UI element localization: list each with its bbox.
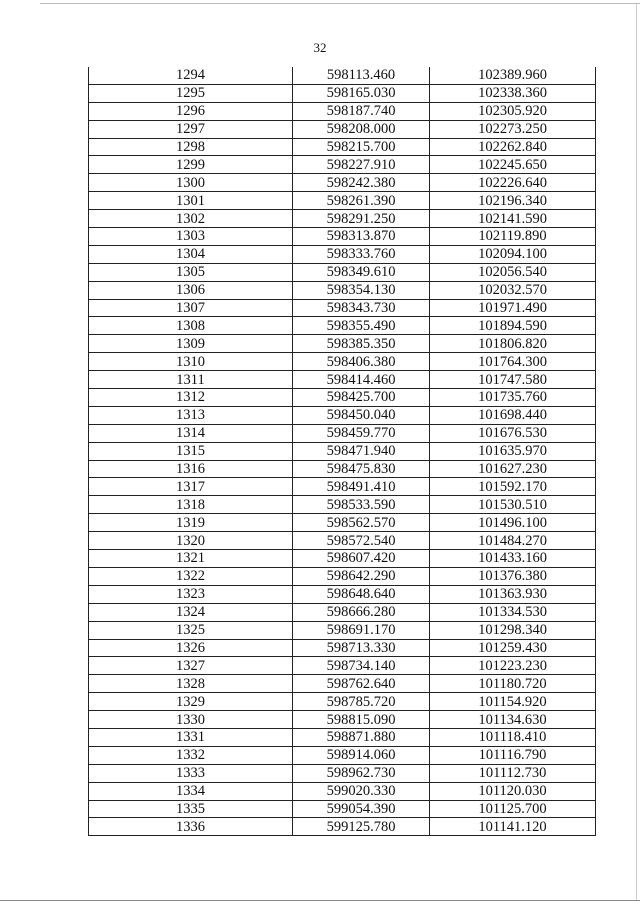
point-number-cell: 1310 — [89, 353, 293, 371]
y-coordinate-cell: 102273.250 — [430, 120, 596, 138]
point-number-cell: 1330 — [89, 711, 293, 729]
y-coordinate-cell: 101116.790 — [430, 746, 596, 764]
table-row — [89, 210, 596, 228]
scan-edge-right — [636, 4, 637, 900]
table-row — [89, 693, 596, 711]
table-row — [89, 371, 596, 389]
table-row — [89, 800, 596, 818]
y-coordinate-cell: 101125.700 — [430, 800, 596, 818]
y-coordinate-cell: 101259.430 — [430, 639, 596, 657]
y-coordinate-cell: 101134.630 — [430, 711, 596, 729]
x-coordinate-cell: 598762.640 — [293, 675, 430, 693]
x-coordinate-cell: 598648.640 — [293, 585, 430, 603]
y-coordinate-cell: 101698.440 — [430, 406, 596, 424]
y-coordinate-cell: 102032.570 — [430, 281, 596, 299]
point-number-cell: 1303 — [89, 228, 293, 246]
x-coordinate-cell: 598572.540 — [293, 532, 430, 550]
y-coordinate-cell: 102141.590 — [430, 210, 596, 228]
coordinates-table — [88, 67, 596, 836]
point-number-cell: 1327 — [89, 657, 293, 675]
point-number-cell: 1325 — [89, 621, 293, 639]
x-coordinate-cell: 598385.350 — [293, 335, 430, 353]
table-row — [89, 621, 596, 639]
table-row — [89, 84, 596, 102]
table-row — [89, 585, 596, 603]
x-coordinate-cell: 598475.830 — [293, 460, 430, 478]
table-row — [89, 67, 596, 84]
table-row — [89, 764, 596, 782]
point-number-cell: 1297 — [89, 120, 293, 138]
point-number-cell: 1302 — [89, 210, 293, 228]
point-number-cell: 1336 — [89, 818, 293, 836]
point-number-cell: 1323 — [89, 585, 293, 603]
table-row — [89, 818, 596, 836]
x-coordinate-cell: 598471.940 — [293, 442, 430, 460]
y-coordinate-cell: 101806.820 — [430, 335, 596, 353]
point-number-cell: 1329 — [89, 693, 293, 711]
x-coordinate-cell: 598785.720 — [293, 693, 430, 711]
table-row — [89, 532, 596, 550]
y-coordinate-cell: 101118.410 — [430, 728, 596, 746]
table-row — [89, 550, 596, 568]
table-row — [89, 317, 596, 335]
point-number-cell: 1322 — [89, 567, 293, 585]
point-number-cell: 1318 — [89, 496, 293, 514]
x-coordinate-cell: 598349.610 — [293, 263, 430, 281]
y-coordinate-cell: 102338.360 — [430, 84, 596, 102]
y-coordinate-cell: 101747.580 — [430, 371, 596, 389]
table-row — [89, 263, 596, 281]
table-row — [89, 424, 596, 442]
point-number-cell: 1301 — [89, 192, 293, 210]
y-coordinate-cell: 101894.590 — [430, 317, 596, 335]
x-coordinate-cell: 598425.700 — [293, 389, 430, 407]
table-row — [89, 603, 596, 621]
point-number-cell: 1305 — [89, 263, 293, 281]
point-number-cell: 1324 — [89, 603, 293, 621]
table-row — [89, 675, 596, 693]
y-coordinate-cell: 102389.960 — [430, 67, 596, 84]
table-row — [89, 120, 596, 138]
y-coordinate-cell: 101376.380 — [430, 567, 596, 585]
table-row — [89, 156, 596, 174]
point-number-cell: 1333 — [89, 764, 293, 782]
y-coordinate-cell: 101141.120 — [430, 818, 596, 836]
point-number-cell: 1332 — [89, 746, 293, 764]
x-coordinate-cell: 598187.740 — [293, 102, 430, 120]
point-number-cell: 1321 — [89, 550, 293, 568]
table-row — [89, 102, 596, 120]
x-coordinate-cell: 598450.040 — [293, 406, 430, 424]
y-coordinate-cell: 101298.340 — [430, 621, 596, 639]
table-row — [89, 138, 596, 156]
table-row — [89, 728, 596, 746]
point-number-cell: 1328 — [89, 675, 293, 693]
table-row — [89, 299, 596, 317]
y-coordinate-cell: 102305.920 — [430, 102, 596, 120]
y-coordinate-cell: 101363.930 — [430, 585, 596, 603]
y-coordinate-cell: 101180.720 — [430, 675, 596, 693]
x-coordinate-cell: 598215.700 — [293, 138, 430, 156]
y-coordinate-cell: 101433.160 — [430, 550, 596, 568]
x-coordinate-cell: 598343.730 — [293, 299, 430, 317]
x-coordinate-cell: 598242.380 — [293, 174, 430, 192]
x-coordinate-cell: 598208.000 — [293, 120, 430, 138]
point-number-cell: 1320 — [89, 532, 293, 550]
point-number-cell: 1295 — [89, 84, 293, 102]
y-coordinate-cell: 102262.840 — [430, 138, 596, 156]
y-coordinate-cell: 102094.100 — [430, 245, 596, 263]
point-number-cell: 1334 — [89, 782, 293, 800]
table-row — [89, 657, 596, 675]
point-number-cell: 1313 — [89, 406, 293, 424]
y-coordinate-cell: 101223.230 — [430, 657, 596, 675]
point-number-cell: 1296 — [89, 102, 293, 120]
table-row — [89, 389, 596, 407]
point-number-cell: 1335 — [89, 800, 293, 818]
x-coordinate-cell: 599020.330 — [293, 782, 430, 800]
table-row — [89, 192, 596, 210]
point-number-cell: 1308 — [89, 317, 293, 335]
x-coordinate-cell: 598562.570 — [293, 514, 430, 532]
point-number-cell: 1311 — [89, 371, 293, 389]
x-coordinate-cell: 598227.910 — [293, 156, 430, 174]
x-coordinate-cell: 598871.880 — [293, 728, 430, 746]
y-coordinate-cell: 101334.530 — [430, 603, 596, 621]
x-coordinate-cell: 598333.760 — [293, 245, 430, 263]
table-row — [89, 460, 596, 478]
scan-edge-top — [40, 3, 640, 4]
y-coordinate-cell: 101496.100 — [430, 514, 596, 532]
page-number: 32 — [313, 40, 327, 55]
y-coordinate-cell: 101112.730 — [430, 764, 596, 782]
x-coordinate-cell: 598666.280 — [293, 603, 430, 621]
x-coordinate-cell: 598962.730 — [293, 764, 430, 782]
table-row — [89, 335, 596, 353]
point-number-cell: 1299 — [89, 156, 293, 174]
scan-edge-bottom — [0, 900, 640, 901]
x-coordinate-cell: 598165.030 — [293, 84, 430, 102]
point-number-cell: 1314 — [89, 424, 293, 442]
x-coordinate-cell: 598355.490 — [293, 317, 430, 335]
y-coordinate-cell: 101971.490 — [430, 299, 596, 317]
x-coordinate-cell: 598607.420 — [293, 550, 430, 568]
table-row — [89, 406, 596, 424]
point-number-cell: 1294 — [89, 67, 293, 84]
y-coordinate-cell: 101764.300 — [430, 353, 596, 371]
table-row — [89, 514, 596, 532]
x-coordinate-cell: 598459.770 — [293, 424, 430, 442]
point-number-cell: 1317 — [89, 478, 293, 496]
x-coordinate-cell: 598354.130 — [293, 281, 430, 299]
table-row — [89, 353, 596, 371]
table-row — [89, 228, 596, 246]
table-row — [89, 711, 596, 729]
x-coordinate-cell: 598414.460 — [293, 371, 430, 389]
x-coordinate-cell: 598713.330 — [293, 639, 430, 657]
y-coordinate-cell: 102196.340 — [430, 192, 596, 210]
point-number-cell: 1326 — [89, 639, 293, 657]
x-coordinate-cell: 598291.250 — [293, 210, 430, 228]
x-coordinate-cell: 599054.390 — [293, 800, 430, 818]
y-coordinate-cell: 102226.640 — [430, 174, 596, 192]
x-coordinate-cell: 598691.170 — [293, 621, 430, 639]
point-number-cell: 1312 — [89, 389, 293, 407]
x-coordinate-cell: 598261.390 — [293, 192, 430, 210]
x-coordinate-cell: 598113.460 — [293, 67, 430, 84]
x-coordinate-cell: 598734.140 — [293, 657, 430, 675]
point-number-cell: 1298 — [89, 138, 293, 156]
table-row — [89, 746, 596, 764]
point-number-cell: 1304 — [89, 245, 293, 263]
y-coordinate-cell: 101592.170 — [430, 478, 596, 496]
x-coordinate-cell: 598914.060 — [293, 746, 430, 764]
point-number-cell: 1306 — [89, 281, 293, 299]
x-coordinate-cell: 598313.870 — [293, 228, 430, 246]
point-number-cell: 1316 — [89, 460, 293, 478]
x-coordinate-cell: 598491.410 — [293, 478, 430, 496]
coordinates-table-body — [89, 67, 596, 836]
y-coordinate-cell: 101635.970 — [430, 442, 596, 460]
table-row — [89, 174, 596, 192]
table-row — [89, 496, 596, 514]
table-row — [89, 567, 596, 585]
y-coordinate-cell: 102245.650 — [430, 156, 596, 174]
table-row — [89, 442, 596, 460]
table-row — [89, 478, 596, 496]
y-coordinate-cell: 101735.760 — [430, 389, 596, 407]
point-number-cell: 1307 — [89, 299, 293, 317]
y-coordinate-cell: 101484.270 — [430, 532, 596, 550]
point-number-cell: 1319 — [89, 514, 293, 532]
x-coordinate-cell: 599125.780 — [293, 818, 430, 836]
y-coordinate-cell: 101154.920 — [430, 693, 596, 711]
table-row — [89, 782, 596, 800]
table-row — [89, 639, 596, 657]
point-number-cell: 1331 — [89, 728, 293, 746]
point-number-cell: 1309 — [89, 335, 293, 353]
y-coordinate-cell: 102119.890 — [430, 228, 596, 246]
x-coordinate-cell: 598642.290 — [293, 567, 430, 585]
point-number-cell: 1300 — [89, 174, 293, 192]
y-coordinate-cell: 101120.030 — [430, 782, 596, 800]
table-row — [89, 245, 596, 263]
y-coordinate-cell: 102056.540 — [430, 263, 596, 281]
y-coordinate-cell: 101530.510 — [430, 496, 596, 514]
y-coordinate-cell: 101676.530 — [430, 424, 596, 442]
x-coordinate-cell: 598815.090 — [293, 711, 430, 729]
point-number-cell: 1315 — [89, 442, 293, 460]
x-coordinate-cell: 598533.590 — [293, 496, 430, 514]
y-coordinate-cell: 101627.230 — [430, 460, 596, 478]
x-coordinate-cell: 598406.380 — [293, 353, 430, 371]
table-row — [89, 281, 596, 299]
